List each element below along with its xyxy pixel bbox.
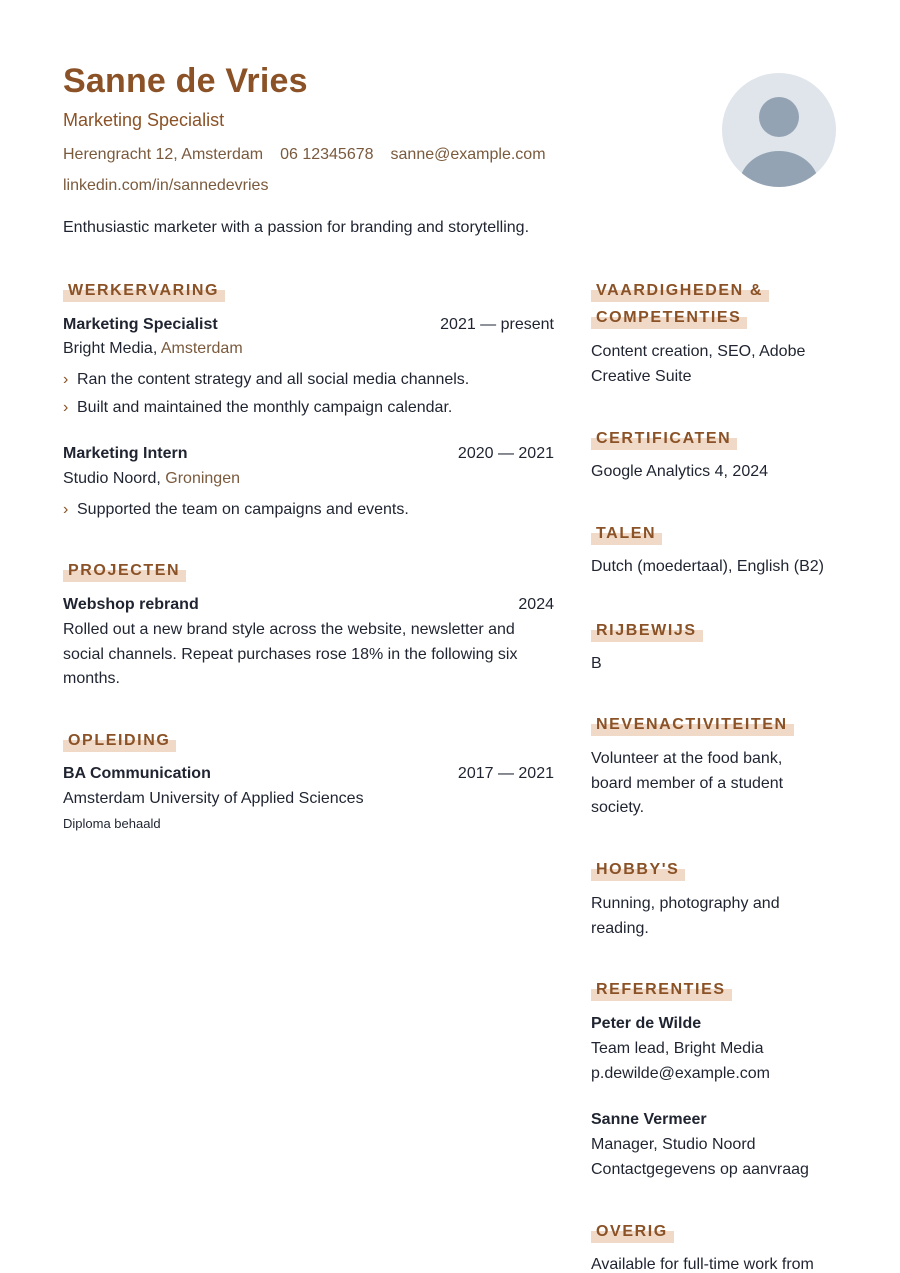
hobbies-text: Running, photography and reading. xyxy=(591,895,780,937)
summary: Enthusiastic marketer with a passion for branding and storytelling. xyxy=(63,219,530,236)
list-item: › Ran the content strategy and all social media channels. xyxy=(63,371,470,388)
candidate-name: Sanne de Vries xyxy=(63,62,308,100)
section-heading-license: RIJBEWIJS xyxy=(591,620,703,642)
job-title: Marketing Specialist xyxy=(63,110,225,130)
job-title: Marketing Intern xyxy=(63,445,188,462)
section-heading-other: OVERIG xyxy=(591,1221,674,1243)
avatar-head-icon xyxy=(759,97,799,137)
languages-text: Dutch (moedertaal), English (B2) xyxy=(591,558,824,575)
section-heading-education: OPLEIDING xyxy=(63,730,176,752)
school: Amsterdam University of Applied Sciences xyxy=(63,790,364,807)
chevron-right-icon: › xyxy=(63,399,69,416)
job-2-header xyxy=(63,445,554,463)
job-1-header xyxy=(63,316,554,334)
job-2-company-line: Studio Noord, Groningen xyxy=(63,470,240,487)
project-header xyxy=(63,596,554,614)
education-dates: 2017 — 2021 xyxy=(457,765,554,782)
list-item: › Supported the team on campaigns and events. xyxy=(63,501,409,518)
section-heading-references: REFERENTIES xyxy=(591,979,732,1001)
reference-name: Peter de Wilde xyxy=(591,1015,702,1032)
avatar xyxy=(722,73,836,187)
license-text: B xyxy=(591,655,602,672)
education-header xyxy=(63,765,554,783)
certificates-text: Google Analytics 4, 2024 xyxy=(591,463,769,480)
education-note: Diploma behaald xyxy=(63,816,161,831)
contact-line xyxy=(63,146,546,164)
section-heading-projects: PROJECTEN xyxy=(63,560,186,582)
email: sanne@example.com xyxy=(390,146,546,163)
other-text: Available for full-time work from xyxy=(591,1256,814,1273)
job-company: Studio Noord xyxy=(63,470,157,487)
project-title: Webshop rebrand xyxy=(63,596,199,613)
job-dates: 2020 — 2021 xyxy=(457,445,554,462)
job-dates: 2021 — present xyxy=(440,316,554,333)
reference-name: Sanne Vermeer xyxy=(591,1111,707,1128)
activities-text: Volunteer at the food bank, board member of a student society. xyxy=(591,750,784,816)
section-heading-experience: WERKERVARING xyxy=(63,280,225,302)
phone: 06 12345678 xyxy=(280,146,374,163)
section-heading-skills: VAARDIGHEDEN & xyxy=(591,280,769,302)
section-heading-languages: TALEN xyxy=(591,523,662,545)
job-city: Amsterdam xyxy=(160,340,243,357)
degree: BA Communication xyxy=(63,765,211,782)
job-city: Groningen xyxy=(165,470,240,487)
section-heading-certificates: CERTIFICATEN xyxy=(591,428,737,450)
reference-details: Manager, Studio Noord Contactgegevens op aanvraag xyxy=(591,1136,809,1178)
address: Herengracht 12, Amsterdam xyxy=(63,146,264,163)
section-heading-hobbies: HOBBY'S xyxy=(591,859,685,881)
job-company: Bright Media xyxy=(63,340,153,357)
avatar-body-icon xyxy=(739,151,819,187)
job-title: Marketing Specialist xyxy=(63,316,218,333)
project-description: Rolled out a new brand style across the website, newsletter and social channels. Repeat purchases rose 18% in the following six months. xyxy=(63,621,518,687)
chevron-right-icon: › xyxy=(63,501,69,518)
list-item: › Built and maintained the monthly campaign calendar. xyxy=(63,399,453,416)
project-year: 2024 xyxy=(518,596,554,613)
linkedin: linkedin.com/in/sannedevries xyxy=(63,177,269,194)
skills-text: Content creation, SEO, Adobe Creative Suite xyxy=(591,343,806,385)
reference-details: Team lead, Bright Media p.dewilde@example.com xyxy=(591,1040,770,1082)
chevron-right-icon: › xyxy=(63,371,69,388)
section-heading-activities: NEVENACTIVITEITEN xyxy=(591,714,794,736)
section-heading-skills-2: COMPETENTIES xyxy=(591,307,747,329)
job-1-company-line: Bright Media, Amsterdam xyxy=(63,340,243,357)
